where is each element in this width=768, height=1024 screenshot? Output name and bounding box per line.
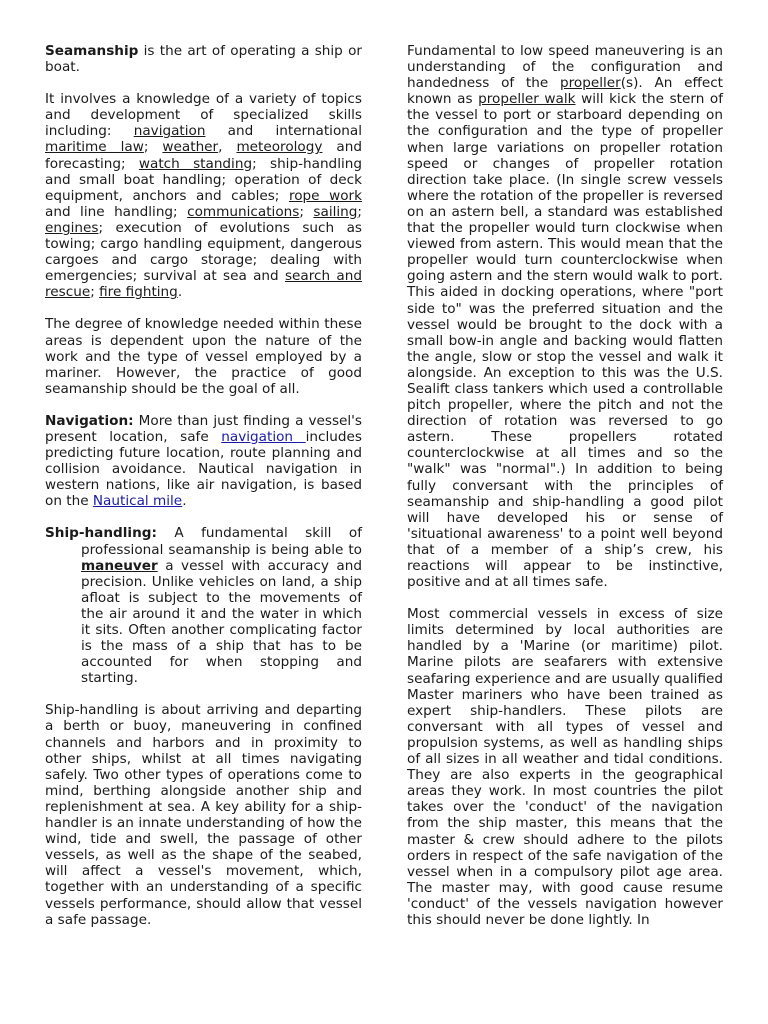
link-search-and-rescue[interactable]: search and rescue [45, 268, 362, 301]
text-run: A fundamental skill of professional seamanship is being able to [81, 525, 362, 558]
left-column [45, 43, 362, 944]
seamanship-term: Seamanship [45, 43, 139, 59]
text-run: ; [299, 203, 314, 220]
text-run: will kick the stern of the vessel to port or starboard depending on the configuration and the type of propeller when large variations on propeller rotation speed or changes of propeller rotation direction take place. (In single screw vessels where the rotation of the propeller is reversed on an astern bell, a standard was established that the propeller would turn clockwise when viewed from astern. This would mean that the propeller would turn counterclockwise when going astern and the stern would walk to port. This aided in docking operations, where "port side to" was the preferred situation and the vessel would be brought to the dock with a small bow-in angle and backing would flatten the angle, slow or stop the vessel and walk it alongside. An exception to this was the U.S. Sealift class tankers which used a controllable pitch propeller, where the pitch and not the direction of rotation was reversed to go astern. These propellers rotated counterclockwise at all times and so the "walk" was "normal".) In addition to being fully conversant with the principles of seamanship and ship-handling a good pilot will have developed his or sense of 'situational awareness' to a point well beyond that of a member of a ship’s crew, his reactions will appear to be instinctive, positive and at all times safe. [407, 91, 724, 591]
text-run: More than just finding a vessel's present location, safe [45, 412, 362, 445]
link-communications[interactable]: communications [187, 203, 300, 220]
link-maneuver[interactable]: maneuver [81, 557, 158, 574]
text-run: ; [143, 139, 163, 156]
right-column [407, 43, 723, 944]
marine-pilot-paragraph: Most commercial vessels in excess of size limits determined by local authorities are handled by a 'Marine (or maritime) pilot. Marine pilots are seafarers with extensive seafaring experience and are usually qualified Master mariners who have been trained as expert ship-handlers. These pilots are conversant with all types of vessel and propulsion systems, as well as handling ships of all sizes in all weather and tidal conditions. They are also experts in the geographical areas they work. In most countries the pilot takes over the 'conduct' of the navigation from the ship master, this means that the master & crew should adhere to the pilots orders in respect of the safe navigation of the vessel when in a compulsory pilot age area. The master may, with good cause resume 'conduct' of the vessels navigation however this should never be done lightly. In [407, 606, 723, 928]
berthing-paragraph: Ship-handling is about arriving and departing a berth or buoy, maneuvering in confined channels and harbors and in proximity to other ships, whilst at all times navigating safely. Two other types of operations come to mind, berthing alongside another ship and replenishment at sea. A key ability for a ship-handler is an innate understanding of how the wind, tide and swell, the passage of other vessels, as well as the shape of the seabed, will affect a vessel's movement, which, together with an understanding of a specific vessels performance, should allow that vessel a safe passage. [45, 702, 362, 928]
text-run: . [177, 284, 183, 301]
link-weather[interactable]: weather [162, 139, 219, 156]
text-run: . [182, 493, 187, 510]
text-run: and line handling; [45, 203, 188, 220]
text-run: and international [205, 123, 362, 140]
text-run: includes predicting future location, route planning and collision avoidance. Nautical navigation in western nations, like air navigation, is based on the [45, 428, 362, 510]
link-navigation-blue[interactable]: navigation [221, 428, 306, 445]
link-navigation[interactable]: navigation [133, 123, 206, 140]
ship-handling-paragraph [45, 525, 362, 686]
link-nautical-mile[interactable]: Nautical mile [92, 493, 183, 510]
propeller-paragraph [407, 43, 723, 590]
ship-handling-heading: Ship-handling: [45, 525, 157, 542]
text-run: (s). An effect known as [407, 75, 724, 108]
text-run: ; [90, 284, 100, 301]
text-run: Fundamental to low speed maneuvering is an understanding of the configuration and handedness of the [407, 43, 723, 92]
text-run: a vessel with accuracy and precision. Unlike vehicles on land, a ship afloat is subject to the movements of the air around it and the water in which it sits. Often another complicating factor is the mass of a ship that has to be accounted for when stopping and starting. [81, 557, 362, 687]
link-propeller[interactable]: propeller [559, 75, 621, 92]
link-propeller-walk[interactable]: propeller walk [478, 91, 576, 108]
topics-paragraph [45, 91, 362, 300]
link-rope-work[interactable]: rope work [288, 187, 362, 204]
navigation-paragraph [45, 413, 362, 510]
text-run: ; [357, 203, 362, 220]
intro-text: is the art of operating a ship or boat. [45, 43, 362, 76]
text-run: and forecasting; [45, 139, 362, 172]
text-run: ; ship-handling and small boat handling; operation of deck equipment, anchors and cables; [45, 155, 362, 204]
intro-paragraph [45, 43, 362, 75]
link-engines[interactable]: engines [45, 219, 99, 236]
link-fire-fighting[interactable]: fire fighting [99, 284, 178, 301]
navigation-heading: Navigation: [45, 412, 134, 429]
link-watch-standing[interactable]: watch standing [138, 155, 253, 172]
text-run: , [218, 139, 237, 156]
knowledge-paragraph: The degree of knowledge needed within these areas is dependent upon the nature of the work and the type of vessel employed by a mariner. However, the practice of good seamanship should be the goal of all. [45, 316, 362, 397]
link-meteorology[interactable]: meteorology [236, 139, 323, 156]
link-maritime-law[interactable]: maritime law [45, 139, 144, 156]
text-run: It involves a knowledge of a variety of topics and development of specialized skills including: [45, 91, 362, 140]
text-run: ; execution of evolutions such as towing; cargo handling equipment, dangerous cargoes and cargo storage; dealing with emergencies; survival at sea and [45, 219, 362, 285]
link-sailing[interactable]: sailing [313, 203, 358, 220]
